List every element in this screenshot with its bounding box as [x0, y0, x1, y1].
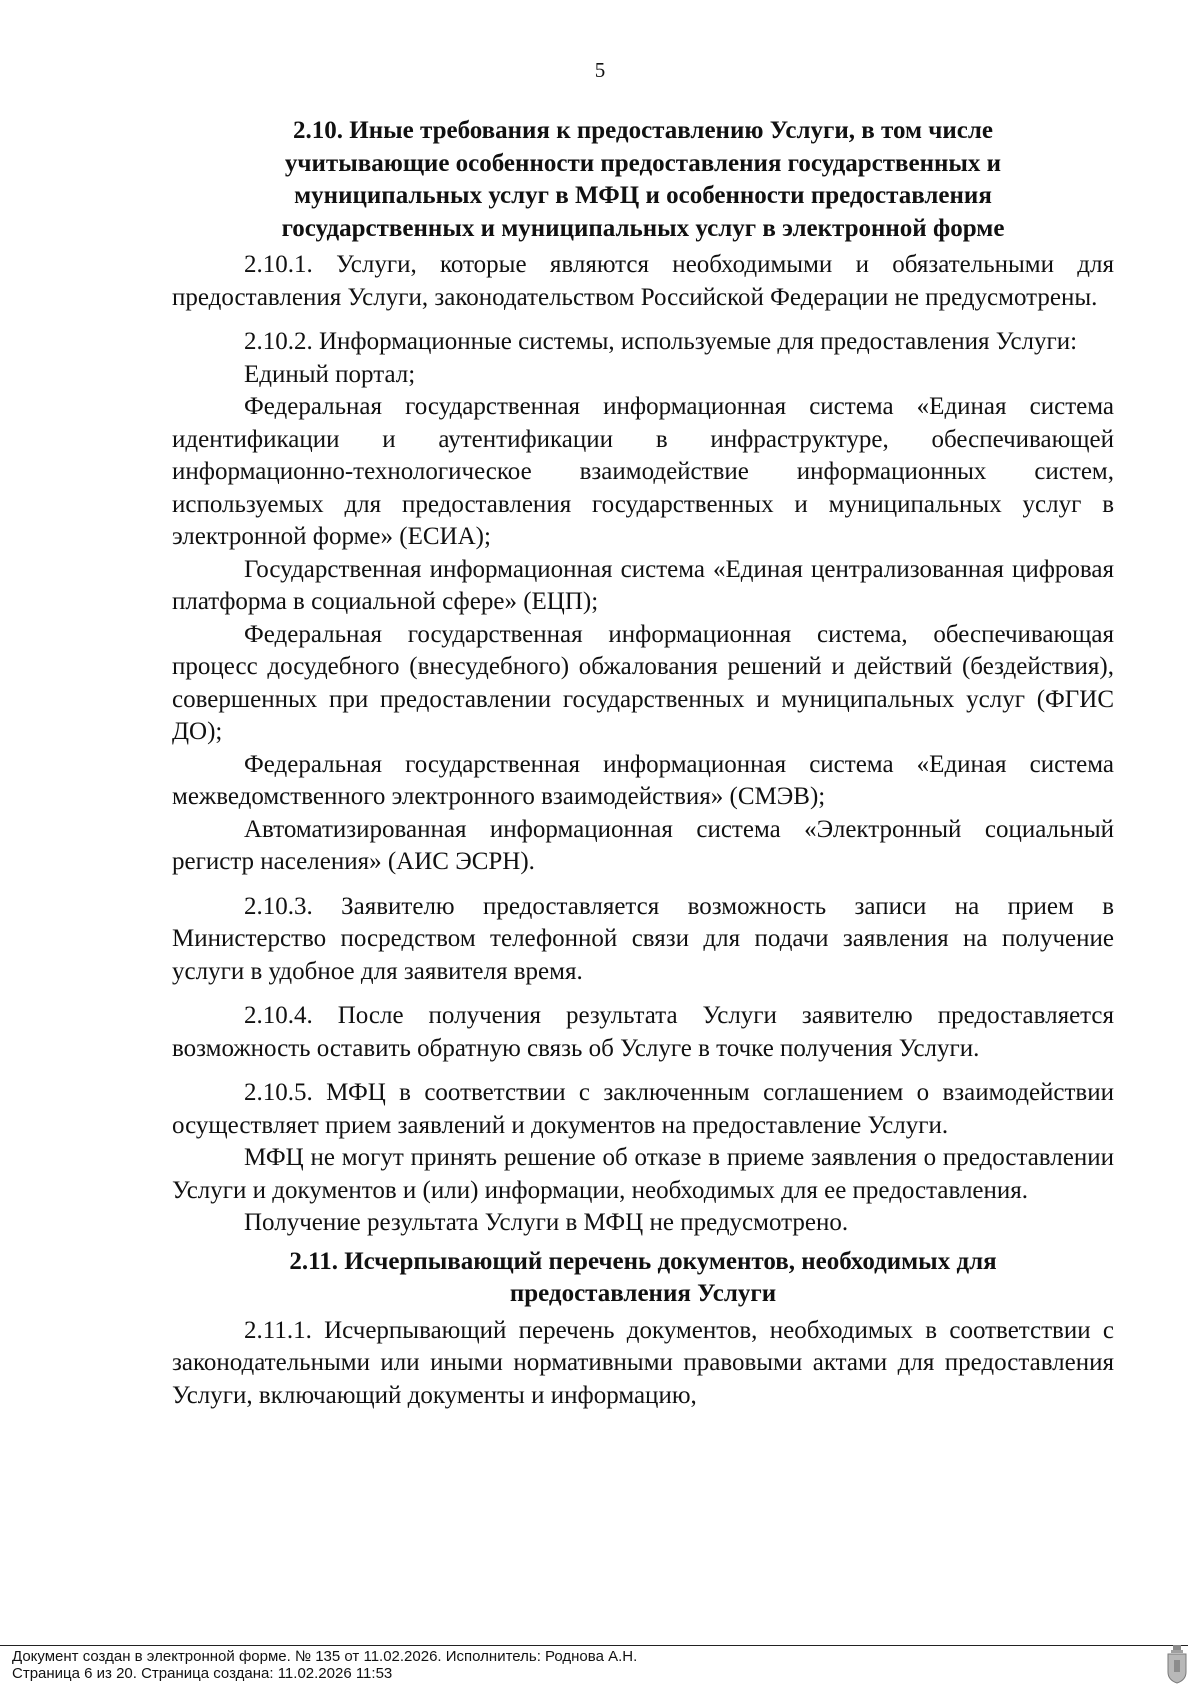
paragraph: 2.10.3. Заявителю предоставляется возможность записи на прием в Министерство посредством телефонной связи для подачи заявления на получение услуги в удобное для заявителя время.	[172, 892, 1114, 985]
footer-line-page: Страница 6 из 20. Страница создана: 11.02.2026 11:53	[12, 1665, 393, 1682]
paragraph: МФЦ не могут принять решение об отказе в приеме заявления о предоставлении Услуги и документов и (или) информации, необходимых для ее предоставления.	[172, 1144, 1114, 1204]
paragraph: Получение результата Услуги в МФЦ не предусмотрено.	[244, 1209, 849, 1236]
section-heading-line: учитывающие особенности предоставления государственных и	[284, 149, 1002, 177]
paragraph: Государственная информационная система «Единая централизованная цифровая платформа в социальной сфере» (ЕЦП);	[172, 555, 1114, 615]
section-heading-line: предоставления Услуги	[509, 1280, 777, 1307]
paragraph: Автоматизированная информационная система «Электронный социальный регистр населения» (АИС ЭСРН).	[172, 815, 1114, 875]
section-heading-line: муниципальных услуг в МФЦ и особенности предоставления	[294, 182, 992, 209]
section-heading-line: 2.10. Иные требования к предоставлению Услуги, в том числе	[293, 117, 993, 144]
paragraph: Федеральная государственная информационная система, обеспечивающая процесс досудебного (внесудебного) обжалования решений и действий (бездействия), совершенных при предоставлении государственных и муниципальных услуг (ФГИС ДО);	[172, 620, 1114, 745]
paragraph: 2.10.2. Информационные системы, используемые для предоставления Услуги:	[244, 328, 1078, 355]
document-body	[172, 115, 1114, 1412]
paragraph: 2.10.1. Услуги, которые являются необходимыми и обязательными для предоставления Услуги, законодательством Российской Федерации не предусмотрены.	[172, 251, 1114, 311]
paragraph: Федеральная государственная информационная система «Единая система идентификации и аутентификации в инфраструктуре, обеспечивающей информационно-технологическое взаимодействие информационных систем, используемых для предоставления государственных и муниципальных услуг в электронной форме» (ЕСИА);	[172, 393, 1114, 550]
paragraph: 2.11.1. Исчерпывающий перечень документов, необходимых в соответствии с законодательными или иными нормативными правовыми актами для предоставления Услуги, включающий документы и информацию,	[172, 1316, 1114, 1409]
section-heading-line: 2.11. Исчерпывающий перечень документов, необходимых для	[289, 1247, 997, 1275]
page-number: 5	[594, 58, 606, 82]
document-footer	[12, 1648, 1182, 1682]
paragraph: Единый портал;	[244, 360, 416, 388]
footer-line-document: Документ создан в электронной форме. № 135 от 11.02.2026. Исполнитель: Роднова А.Н.	[12, 1648, 638, 1665]
paragraph: 2.10.5. МФЦ в соответствии с заключенным соглашением о взаимодействии осуществляет прием заявлений и документов на предоставление Услуги.	[172, 1079, 1114, 1139]
section-heading-line: государственных и муниципальных услуг в электронной форме	[281, 214, 1005, 242]
section-heading	[172, 115, 1114, 245]
section-heading	[172, 1246, 1114, 1311]
paragraph: Федеральная государственная информационная система «Единая система межведомственного электронного взаимодействия» (СМЭВ);	[172, 750, 1114, 810]
footer-rule	[0, 1645, 1188, 1646]
coat-of-arms-icon	[1166, 1644, 1188, 1684]
paragraph: 2.10.4. После получения результата Услуги заявителю предоставляется возможность оставить обратную связь об Услуге в точке получения Услуги.	[172, 1002, 1114, 1062]
